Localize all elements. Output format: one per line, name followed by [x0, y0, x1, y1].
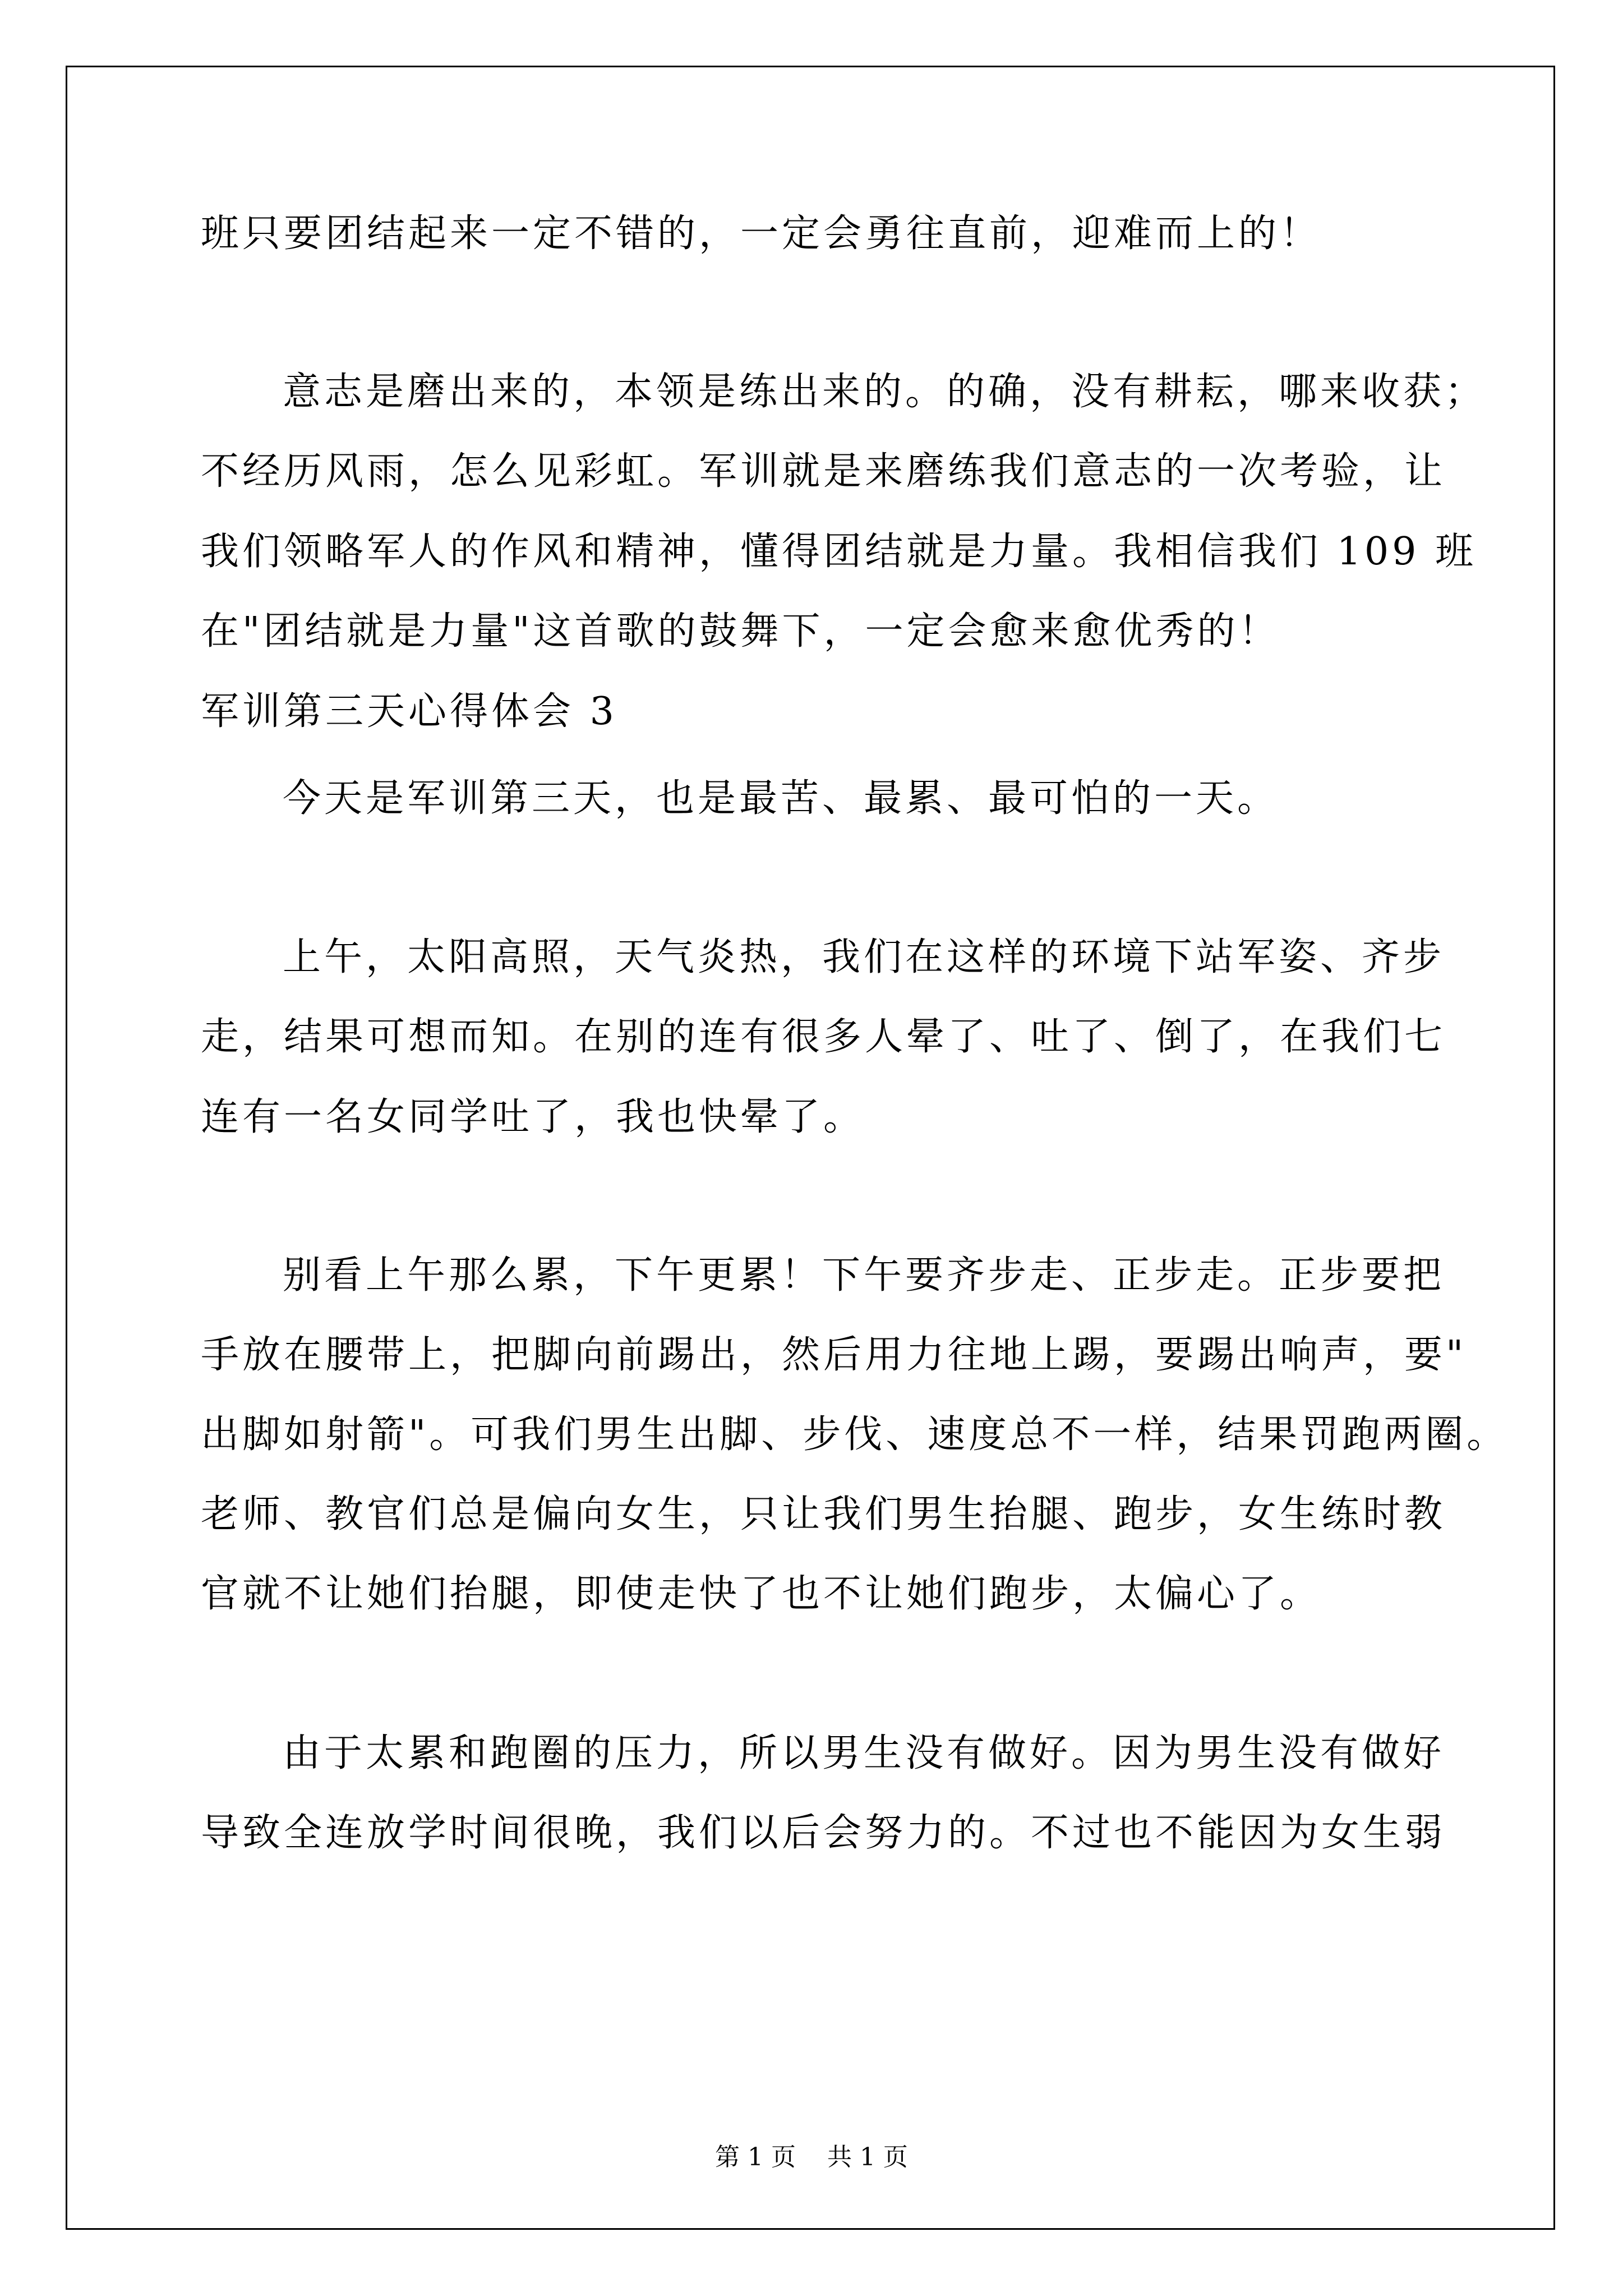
text-line: 我们领略军人的作风和精神，懂得团结就是力量。我相信我们 109 班: [201, 530, 1477, 574]
section-heading: 军训第三天心得体会 3: [201, 689, 617, 734]
paragraph-start-line: 上午，太阳高照，天气炎热，我们在这样的环境下站军姿、齐步: [283, 935, 1445, 979]
page-footer: 第 1 页 共 1 页: [715, 2143, 908, 2171]
text-line: 在"团结就是力量"这首歌的鼓舞下，一定会愈来愈优秀的！: [201, 609, 1280, 654]
text-line: 走，结果可想而知。在别的连有很多人晕了、吐了、倒了，在我们七: [201, 1015, 1446, 1059]
text-line: 老师、教官们总是偏向女生，只让我们男生抬腿、跑步，女生练时教: [201, 1492, 1446, 1536]
text-line: 连有一名女同学吐了，我也快晕了。: [201, 1095, 865, 1139]
text-line: 班只要团结起来一定不错的，一定会勇往直前，迎难而上的！: [201, 211, 1322, 256]
paragraph-start-line: 由于太累和跑圈的压力，所以男生没有做好。因为男生没有做好: [283, 1731, 1445, 1775]
text-line: 手放在腰带上，把脚向前踢出，然后用力往地上踢，要踢出响声，要": [201, 1333, 1467, 1377]
text-line: 官就不让她们抬腿，即使走快了也不让她们跑步，太偏心了。: [201, 1572, 1322, 1616]
text-line: 出脚如射箭"。可我们男生出脚、步伐、速度总不一样，结果罚跑两圈。: [201, 1412, 1509, 1457]
paragraph-start-line: 意志是磨出来的，本领是练出来的。的确，没有耕耘，哪来收获；: [283, 370, 1487, 414]
paragraph-start-line: 今天是军训第三天，也是最苦、最累、最可怕的一天。: [283, 776, 1279, 821]
paragraph-start-line: 别看上午那么累，下午更累！下午要齐步走、正步走。正步要把: [283, 1253, 1445, 1297]
text-line: 不经历风雨，怎么见彩虹。军训就是来磨练我们意志的一次考验，让: [201, 449, 1446, 494]
text-line: 导致全连放学时间很晚，我们以后会努力的。不过也不能因为女生弱: [201, 1811, 1446, 1855]
